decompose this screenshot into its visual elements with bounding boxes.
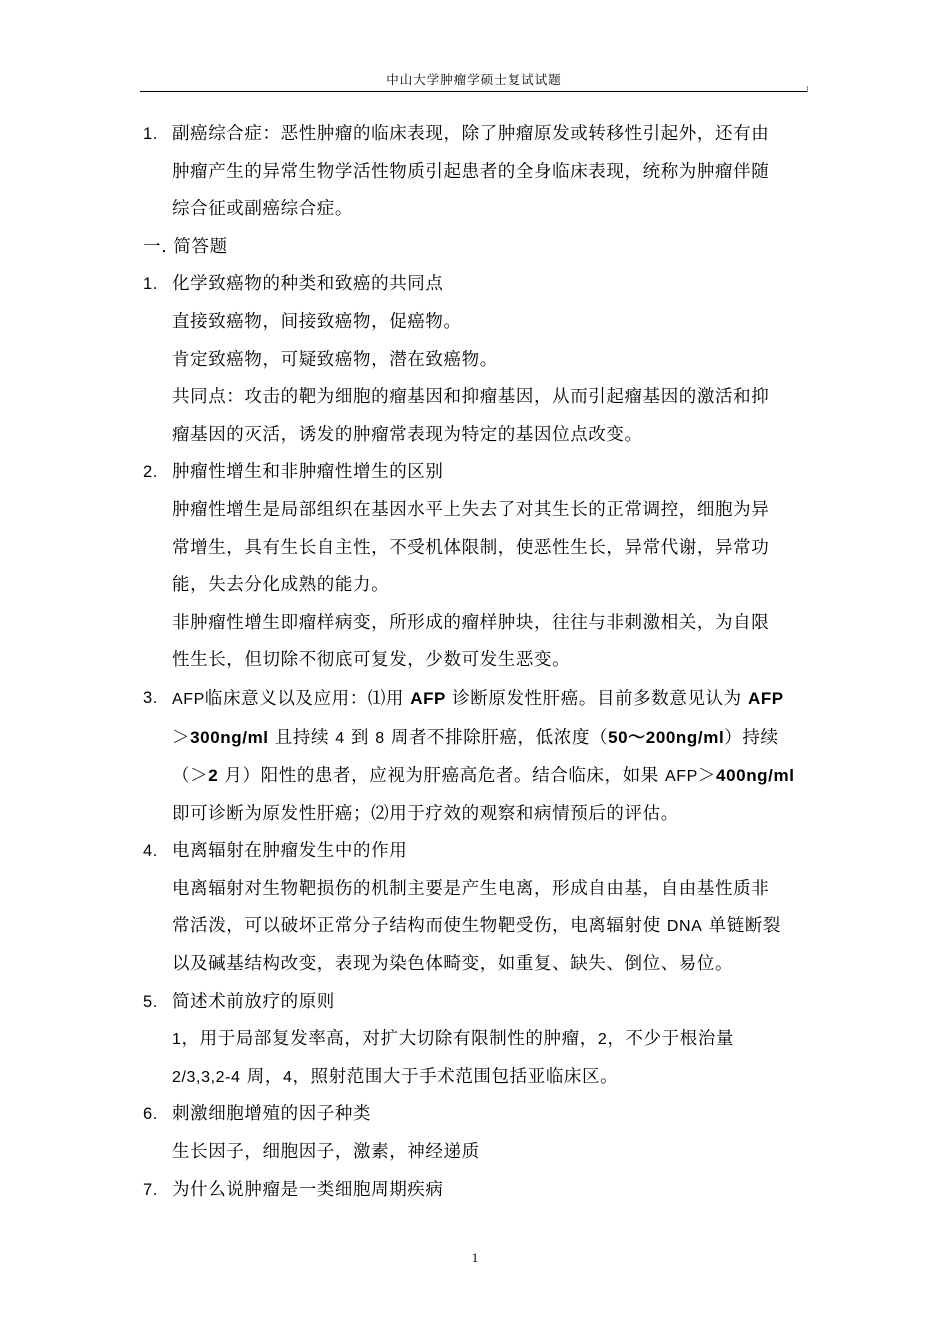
intro-line: 副癌综合症：恶性肿瘤的临床表现，除了肿瘤原发或转移性引起外，还有由: [172, 124, 770, 144]
question-title: 肿瘤性增生和非肿瘤性增生的区别: [172, 462, 444, 483]
number: 8: [375, 729, 385, 747]
question-number: 3.: [143, 688, 158, 707]
text-run: 诊断原发性肝癌。目前多数意见认为: [446, 688, 748, 709]
number: 4: [335, 729, 345, 747]
answer-line: [172, 680, 810, 719]
text-run: 常活泼，可以破坏正常分子结构而使生物靶受伤，电离辐射使: [172, 916, 667, 937]
page-number: 1: [471, 1250, 479, 1265]
text-run: ＞: [697, 766, 717, 787]
answer-line: 能，失去分化成熟的能力。: [172, 575, 390, 596]
answer-line: [143, 908, 810, 946]
text-run: ，照射范围大于手术范围包括亚临床区。: [292, 1066, 619, 1087]
afp-term-bold: AFP: [410, 688, 446, 708]
answer-line: 共同点：攻击的靶为细胞的瘤基因和抑瘤基因，从而引起瘤基因的激活和抑: [172, 387, 770, 408]
threshold-value: 400ng/ml: [716, 766, 795, 786]
number-bold: 2: [208, 766, 219, 786]
document-body: [143, 116, 810, 1209]
question-7: [143, 1172, 810, 1210]
question-number: 5.: [143, 992, 158, 1011]
answer-line: 常增生，具有生长自主性，不受机体限制，使恶性生长，异常代谢，异常功: [172, 537, 770, 558]
question-1: [143, 266, 810, 304]
question-6: [143, 1096, 810, 1134]
question-number: 2.: [143, 463, 158, 482]
answer-line: [143, 1021, 810, 1059]
text-run: 且持续: [268, 727, 336, 748]
section-heading: 一. 简答题: [143, 236, 228, 257]
answer-line: [143, 1059, 810, 1097]
answer-line: 肿瘤性增生是局部组织在基因水平上失去了对其生长的正常调控，细胞为异: [172, 499, 770, 520]
afp-term: AFP: [172, 690, 205, 708]
answer-line: 电离辐射对生物靶损伤的机制主要是产生电离，形成自由基，自由基性质非: [172, 878, 770, 899]
number: 2: [597, 1031, 608, 1049]
answer-line: 肯定致癌物，可疑致癌物，潜在致癌物。: [172, 349, 498, 370]
text-run: ＞: [172, 727, 191, 748]
question-5: [143, 984, 810, 1022]
text-run: 到: [344, 727, 376, 748]
question-title: 电离辐射在肿瘤发生中的作用: [172, 841, 408, 862]
intro-line: 肿瘤产生的异常生物学活性物质引起患者的全身临床表现，统称为肿瘤伴随: [172, 161, 770, 182]
threshold-value: 300ng/ml: [190, 727, 269, 747]
afp-term-bold: AFP: [747, 688, 784, 708]
answer-line: [143, 757, 810, 796]
header-rule: [140, 91, 808, 92]
answer-line: 以及碱基结构改变，表现为染色体畸变，如重复、缺失、倒位、易位。: [172, 954, 734, 975]
question-title: 化学致癌物的种类和致癌的共同点: [172, 274, 444, 295]
number: 2/3,3,2-4: [172, 1068, 241, 1086]
intro-item: [143, 116, 810, 154]
intro-line: 综合征或副癌综合症。: [172, 199, 353, 220]
question-number: 7.: [143, 1180, 158, 1199]
number: 1: [172, 1031, 182, 1049]
text-run: ，不少于根治量: [607, 1029, 735, 1050]
question-number: 1.: [143, 275, 158, 294]
answer-line: 生长因子，细胞因子，激素，神经递质: [172, 1142, 480, 1163]
answer-line: 性生长，但切除不彻底可复发，少数可发生恶变。: [172, 650, 571, 671]
question-number: 4.: [143, 842, 158, 861]
text-run: ）持续: [724, 727, 779, 748]
question-title: 简述术前放疗的原则: [172, 991, 335, 1012]
text-run: 临床意义以及应用：⑴用: [204, 688, 411, 709]
afp-term: AFP: [665, 768, 698, 786]
question-number: 6.: [143, 1105, 158, 1124]
question-4: [143, 833, 810, 871]
text-run: （＞: [172, 766, 209, 787]
question-title: 为什么说肿瘤是一类细胞周期疾病: [172, 1179, 444, 1200]
text-run: 单链断裂: [702, 916, 782, 937]
header-rule-mark: [807, 86, 808, 92]
item-number: 1.: [143, 125, 158, 143]
text-run: 月）阳性的患者，应视为肝癌高危者。结合临床，如果: [218, 766, 665, 787]
text-run: ，用于局部复发率高，对扩大切除有限制性的肿瘤，: [181, 1029, 598, 1050]
question-2: [143, 454, 810, 492]
text-run: 周者不排除肝癌，低浓度（: [384, 727, 609, 748]
page-header: 中山大学肿瘤学硕士复试试题: [386, 72, 562, 87]
answer-line: 即可诊断为原发性肝癌；⑵用于疗效的观察和病情预后的评估。: [172, 803, 679, 824]
answer-line: 瘤基因的灭活，诱发的肿瘤常表现为特定的基因位点改变。: [172, 424, 643, 445]
answer-line: 非肿瘤性增生即瘤样病变，所形成的瘤样肿块，往往与非刺激相关，为自限: [172, 612, 770, 633]
question-3: [143, 680, 810, 719]
question-title: 刺激细胞增殖的因子种类: [172, 1104, 372, 1125]
range-value: 50～200ng/ml: [608, 727, 725, 747]
dna-term: DNA: [666, 918, 703, 936]
answer-line: 直接致癌物，间接致癌物，促癌物。: [172, 311, 462, 332]
text-run: 周，: [240, 1066, 283, 1087]
answer-line: [143, 719, 810, 758]
number: 4: [282, 1068, 293, 1086]
